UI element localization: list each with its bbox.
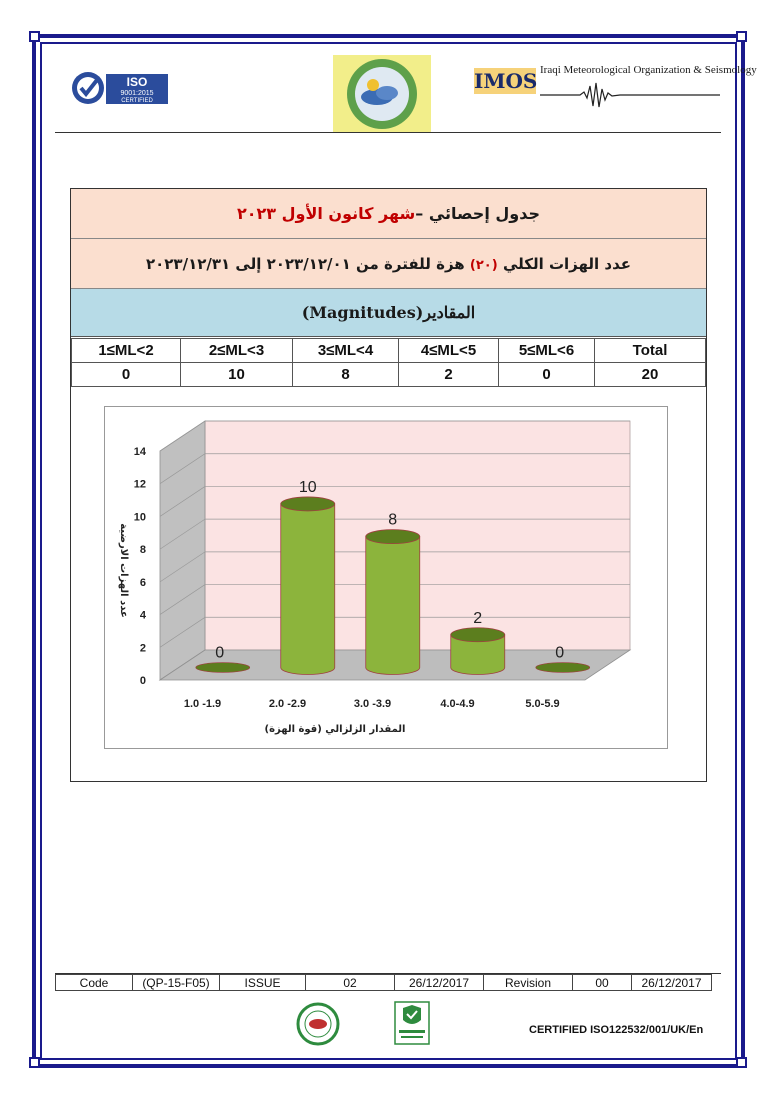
magnitude-chart (104, 406, 668, 749)
document-control-table (55, 974, 712, 991)
imos-emblem-icon (333, 55, 431, 133)
chart-y-tick-label: 14 (133, 446, 146, 458)
mag-value: 10 (181, 363, 293, 387)
footer-cell: 02 (306, 975, 395, 991)
mag-col-header: 4≤ML<5 (399, 339, 499, 363)
frame-corner (736, 31, 747, 42)
mag-value: 2 (399, 363, 499, 387)
chart-bar-base (536, 663, 590, 673)
chart-bar-top (451, 628, 505, 642)
footer-cell: Code (56, 975, 133, 991)
count-label: عدد الهزات الكلي (502, 254, 632, 273)
chart-data-label: 0 (215, 644, 225, 662)
chart-side-wall (160, 421, 205, 680)
footer-cell: (QP-15-F05) (133, 975, 220, 991)
iso-certified-icon (70, 70, 170, 106)
chart-y-tick-label: 8 (139, 544, 146, 557)
frame-corner (29, 31, 40, 42)
chart-data-label: 2 (473, 609, 483, 627)
chart-data-label: 10 (298, 478, 317, 496)
chart-y-tick-label: 2 (139, 642, 146, 655)
chart-x-tick-label: 1.0 -1.9 (183, 698, 222, 710)
frame-corner (736, 1057, 747, 1068)
iso-badge-line2: 9001:2015 (120, 90, 154, 97)
footer-cell: Revision (484, 975, 573, 991)
count-value: (٢٠) (469, 257, 498, 273)
iso-badge-line1: ISO (126, 75, 148, 89)
mag-value: 8 (293, 363, 399, 387)
stats-title-row (71, 189, 706, 239)
mag-col-header: 3≤ML<4 (293, 339, 399, 363)
mag-value: 0 (72, 363, 181, 387)
magnitude-value-row (72, 363, 706, 387)
document-control-row (56, 975, 712, 991)
iso-badge-line3: CERTIFIED (121, 98, 153, 104)
mag-col-header: 1≤ML<2 (72, 339, 181, 363)
magnitude-header-row (72, 339, 706, 363)
chart-bar-base (196, 663, 250, 673)
org-name: Iraqi Meteorological Organization & Seismology (540, 64, 757, 76)
footer-cell: ISSUE (220, 975, 306, 991)
magnitudes-ar: المقادير (423, 303, 476, 322)
chart-x-tick-label: 2.0 -2.9 (268, 698, 307, 710)
stats-count-row (71, 239, 706, 289)
magnitudes-header (302, 303, 475, 322)
mag-col-header: 2≤ML<3 (181, 339, 293, 363)
ukas-certification-icon (296, 1002, 340, 1046)
footer-cell: 26/12/2017 (395, 975, 484, 991)
stats-title-prefix: جدول إحصائي – (415, 204, 540, 223)
chart-x-tick-label: 5.0-5.9 (525, 698, 560, 710)
chart-x-tick-label: 4.0-4.9 (440, 698, 475, 710)
ukas-management-systems-icon (389, 1000, 435, 1046)
chart-data-label: 8 (388, 511, 398, 529)
chart-y-axis-label: عدد الهزات الارضية (118, 523, 129, 618)
period-text: هزة للفترة من ٢٠٢٣/١٢/٠١ إلى ٢٠٢٣/١٢/٣١ (145, 254, 465, 273)
magnitudes-en: (Magnitudes) (301, 303, 424, 322)
stats-count-line (146, 255, 631, 273)
stats-title-month: شهر كانون الأول ٢٠٢٣ (237, 204, 416, 223)
magnitudes-header-row (71, 289, 706, 337)
chart-y-tick-label: 0 (139, 675, 146, 687)
magnitude-chart-svg (105, 407, 667, 748)
mag-value: 20 (595, 363, 706, 387)
mag-value: 0 (499, 363, 595, 387)
chart-x-axis-label: المقدار الزلزالي (قوة الهزة) (264, 724, 406, 735)
magnitude-table (71, 338, 706, 387)
chart-y-tick-label: 12 (133, 478, 146, 491)
chart-y-tick-label: 6 (139, 576, 146, 589)
seismograph-trace-icon (540, 80, 720, 110)
mag-col-header: Total (595, 339, 706, 363)
footer-cell: 26/12/2017 (632, 975, 712, 991)
chart-data-label: 0 (555, 644, 565, 662)
certified-text: CERTIFIED ISO122532/001/UK/En (529, 1024, 704, 1036)
mag-col-header: 5≤ML<6 (499, 339, 595, 363)
chart-bar (366, 537, 420, 675)
footer-cell: 00 (573, 975, 632, 991)
chart-bar (281, 504, 335, 675)
imos-logo: IMOS (474, 69, 538, 93)
chart-y-tick-label: 10 (133, 511, 146, 524)
chart-bar-top (281, 497, 335, 511)
chart-x-tick-label: 3.0 -3.9 (353, 698, 392, 710)
header-divider (55, 132, 721, 133)
frame-corner (29, 1057, 40, 1068)
chart-bar-top (366, 530, 420, 544)
chart-y-tick-label: 4 (139, 609, 146, 622)
stats-title (237, 204, 540, 223)
